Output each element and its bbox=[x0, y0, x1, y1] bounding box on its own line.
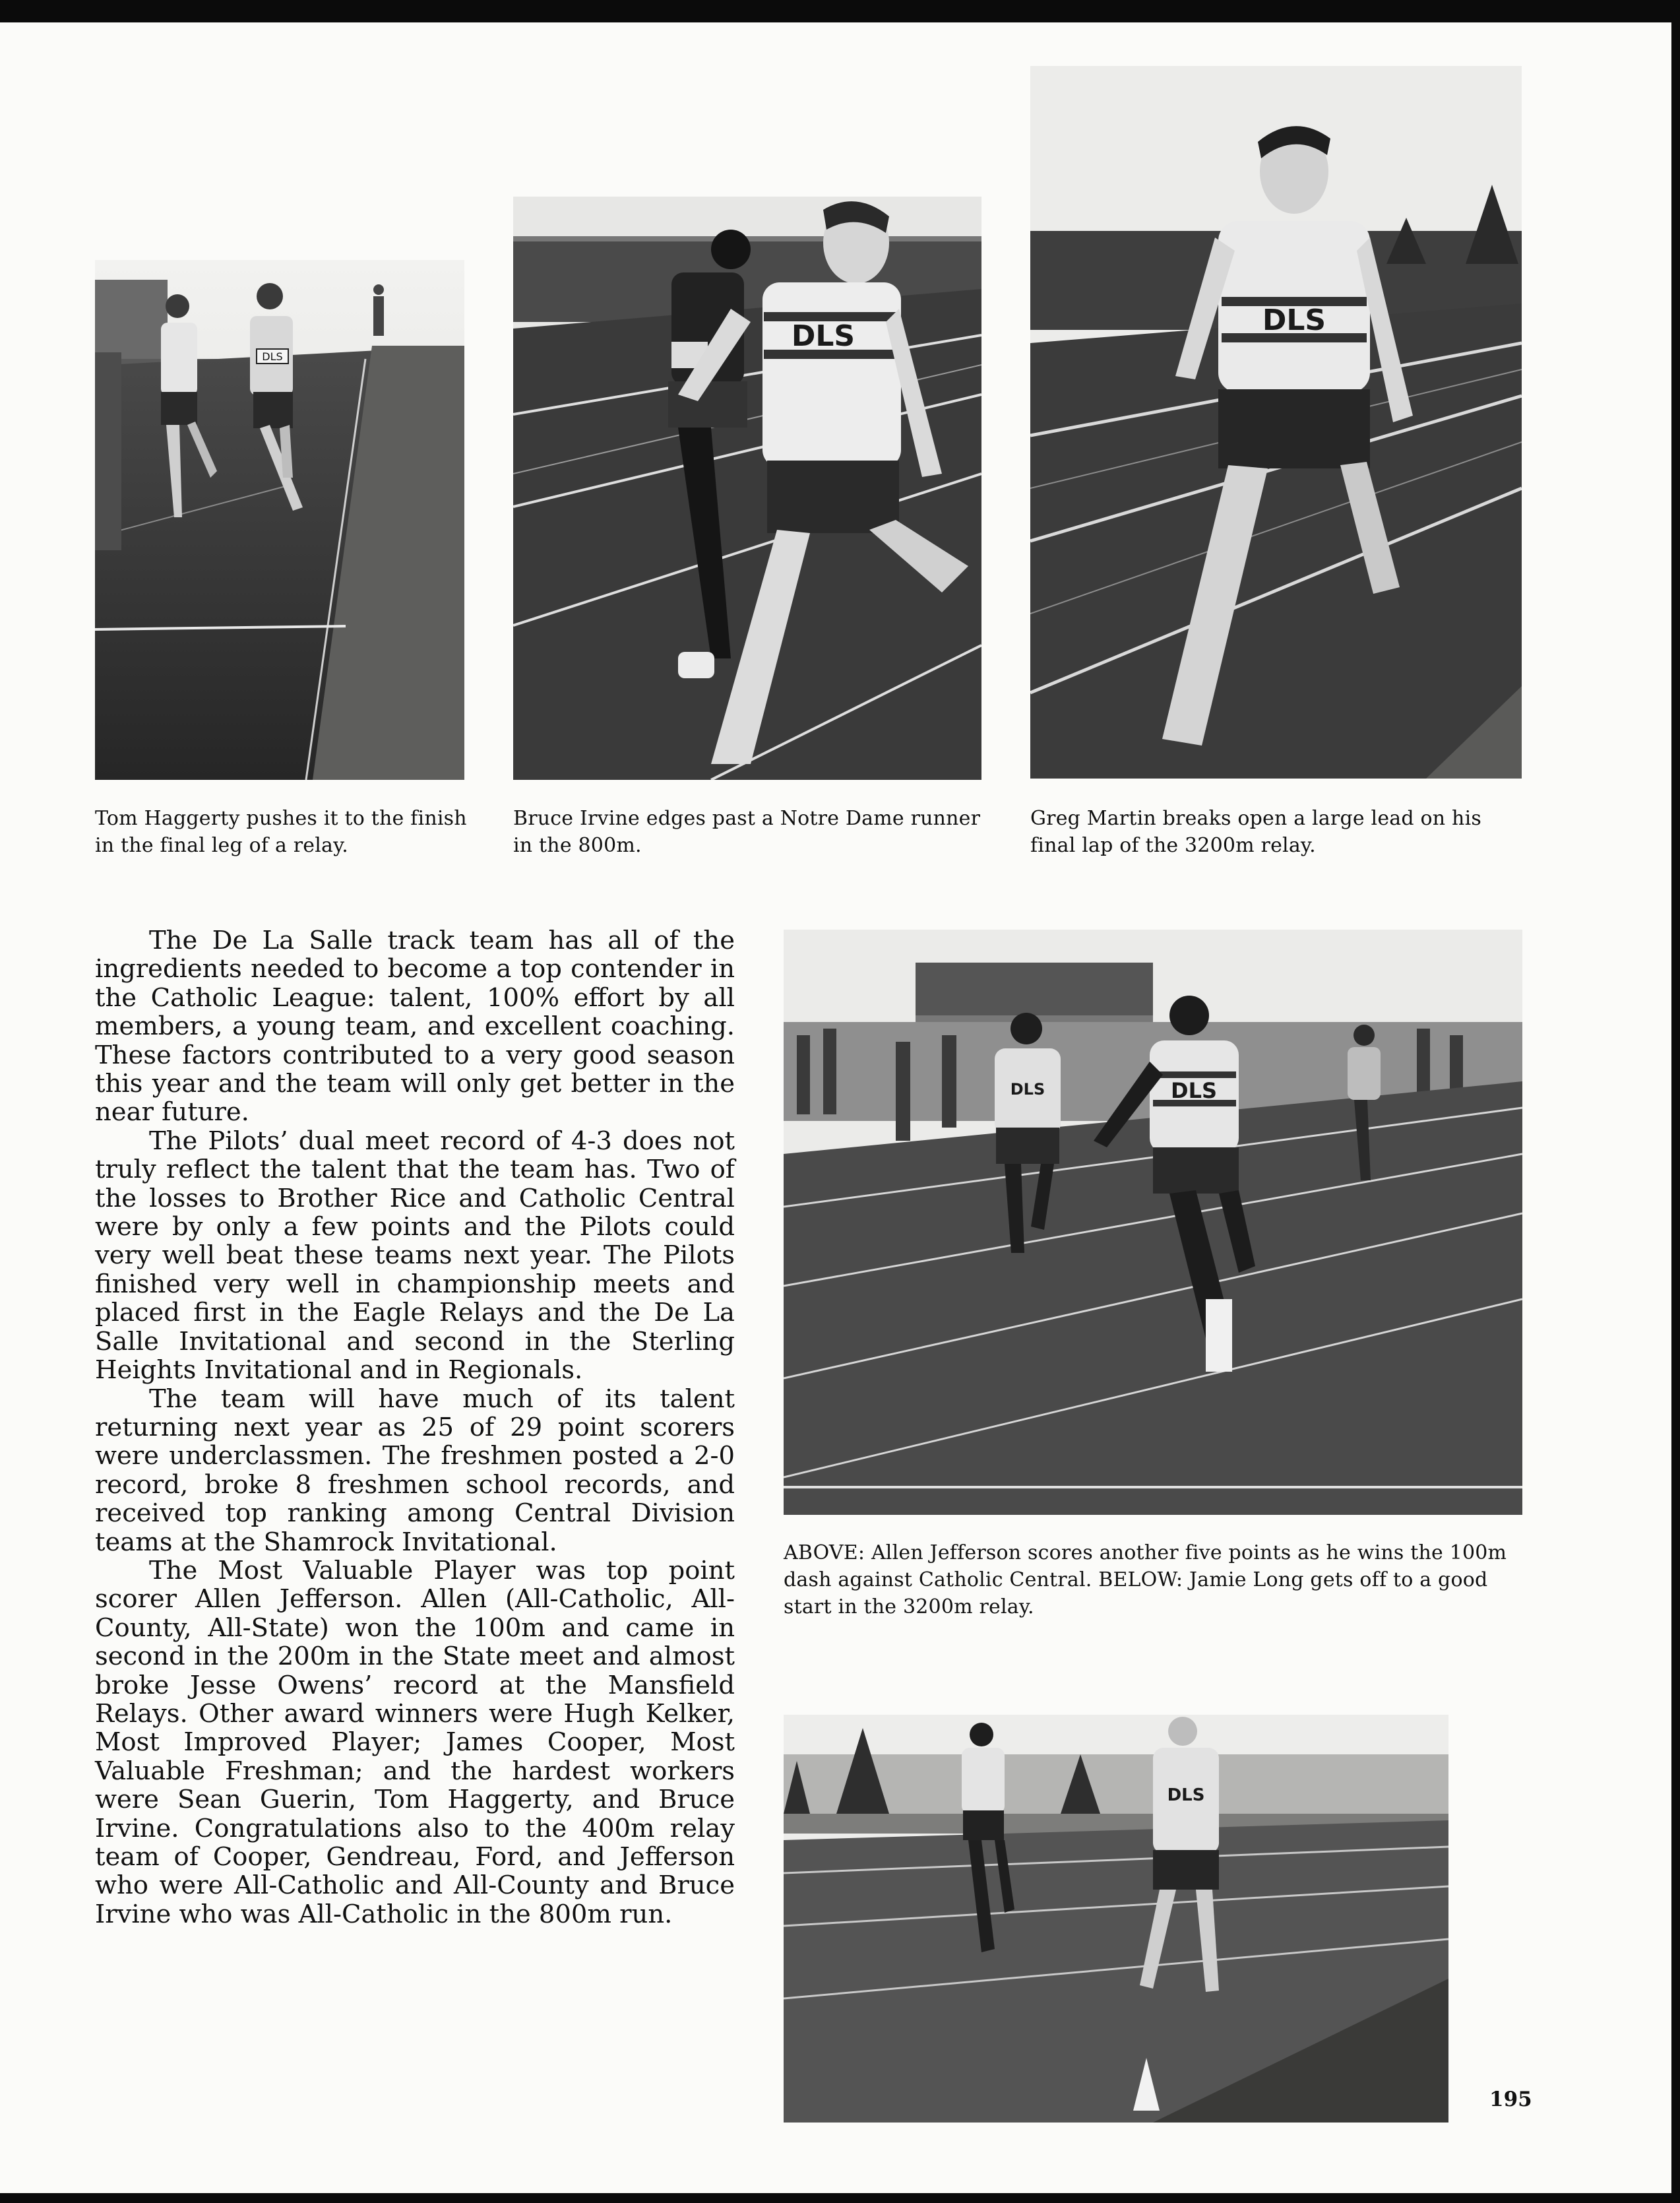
photo-irvine-800m bbox=[513, 197, 981, 780]
caption-jefferson-long: ABOVE: Allen Jefferson scores another five points as he wins the 100m dash against Catholic Central. BELOW: Jamie Long gets off to a good start in the 3200m relay. bbox=[784, 1541, 1507, 1618]
article-paragraph: The Most Valuable Player was top point scorer Allen Jefferson. Allen (All-Catholic, All-County, All-State) won the 100m and came in second in the 200m in the State meet and almost broke Jesse Owens’ record at the Mansfield Relays. Other award winners were Hugh Kelker, Most Improved Player; James Cooper, Most Valuable Freshman; and the hardest workers were Sean Guerin, Tom Haggerty, and Bruce Irvine. Congratulations also to the 400m relay team of Cooper, Gendreau, Ford, and Jefferson who were All-Catholic and All-County and Bruce Irvine who was All-Catholic in the 800m run. bbox=[95, 1555, 735, 1929]
photo-singlet-text: DLS bbox=[1262, 303, 1326, 337]
photo-singlet-text: DLS bbox=[1171, 1078, 1217, 1103]
caption-relay-handoff: Tom Haggerty pushes it to the finish in the final leg of a relay. bbox=[95, 807, 467, 857]
photo-relay-handoff bbox=[95, 260, 464, 780]
caption-irvine-800m: Bruce Irvine edges past a Notre Dame runner in the 800m. bbox=[513, 807, 981, 857]
photo-singlet-text: DLS bbox=[791, 319, 856, 353]
article-paragraph: The De La Salle track team has all of the ingredients needed to become a top contender in the Catholic League: talent, 100% effort by all members, a young team, and excellent coaching. These factors contributed to a very good season this year and the team will only get better in the near future. bbox=[95, 926, 735, 1128]
photo-singlet-text: DLS bbox=[262, 350, 283, 363]
article-paragraph: The Pilots’ dual meet record of 4-3 does not truly reflect the talent that the team has. Two of the losses to Brother Rice and Catholic Central were by only a few points and the Pilots could very well beat these teams next year. The Pilots finished very well in championship meets and placed first in the Eagle Relays and the De La Salle Invitational and second in the Sterling Heights Invitational and in Regionals. bbox=[95, 1126, 735, 1386]
photo-singlet-text: DLS bbox=[1010, 1080, 1045, 1099]
article-paragraph: The team will have much of its talent returning next year as 25 of 29 point scorers were underclassmen. The freshmen posted a 2-0 record, broke 8 freshmen school records, and received top ranking among Central Division teams at the Shamrock Invitational. bbox=[95, 1384, 735, 1557]
photo-long-3200m bbox=[784, 1715, 1448, 2123]
photo-jefferson-100m bbox=[784, 930, 1522, 1515]
caption-martin-3200m: Greg Martin breaks open a large lead on his final lap of the 3200m relay. bbox=[1030, 807, 1481, 857]
page-number: 195 bbox=[1489, 2088, 1532, 2111]
page-edge bbox=[1671, 0, 1680, 2203]
photo-singlet-text: DLS bbox=[1167, 1785, 1205, 1805]
yearbook-page bbox=[0, 22, 1671, 2193]
photo-martin-3200m bbox=[1030, 66, 1522, 779]
article-body bbox=[95, 926, 735, 1929]
